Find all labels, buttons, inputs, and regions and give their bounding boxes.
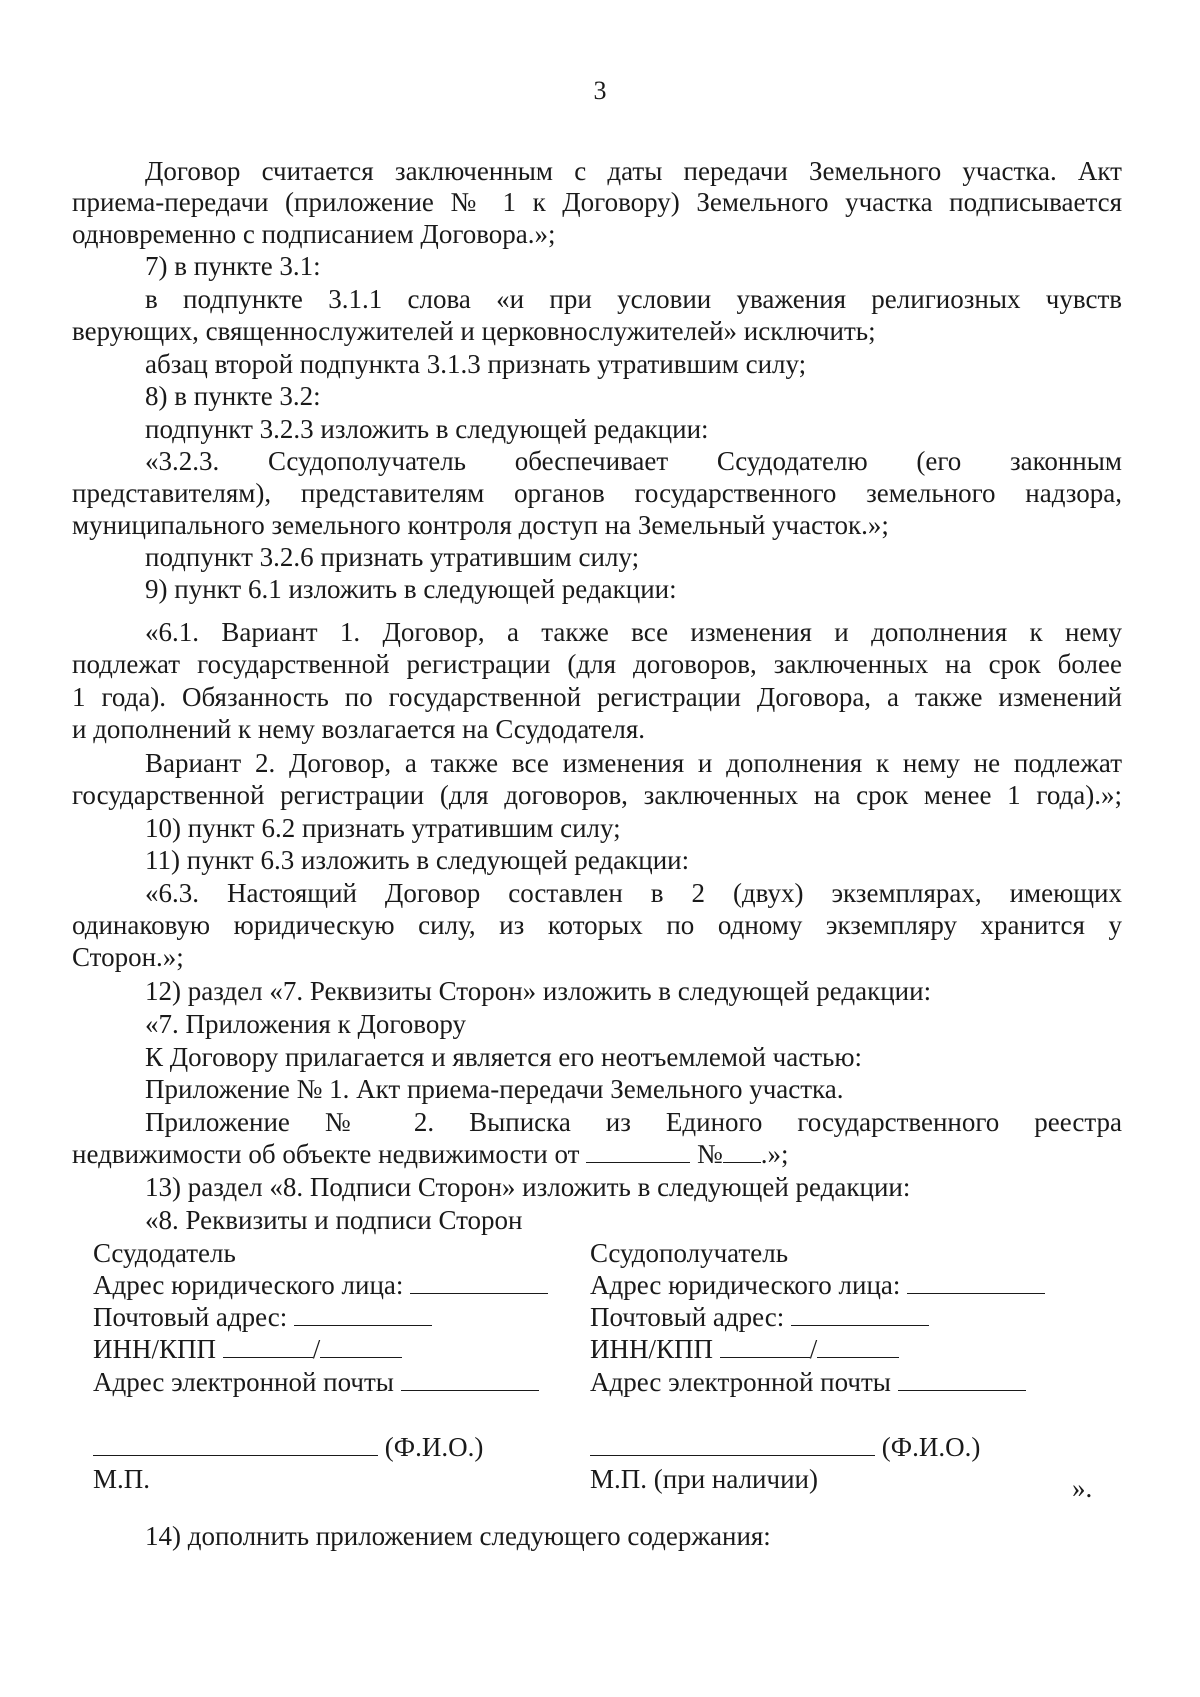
borrower-signature-row (590, 1431, 980, 1463)
paragraph-line: подпункт 3.2.3 изложить в следующей редакции: (145, 414, 709, 444)
borrower-legal-address-row (590, 1269, 1045, 1301)
paragraph-line: 11) пункт 6.3 изложить в следующей редакции: (145, 845, 690, 875)
postal-address-label: Почтовый адрес: (93, 1302, 288, 1332)
paragraph-line: одинаковую юридическую силу, из которых по одному экземпляру хранится у (72, 910, 1122, 940)
lender-inn-kpp-row (93, 1333, 402, 1365)
lender-signature-row (93, 1431, 483, 1463)
paragraph-line: и дополнений к нему возлагается на Ссудодателя. (72, 714, 646, 744)
inn-kpp-label: ИНН/КПП (590, 1334, 714, 1364)
paragraph-line: 1 года). Обязанность по государственной регистрации Договора, а также изменений (72, 682, 1122, 712)
fio-label: (Ф.И.О.) (881, 1432, 981, 1462)
inn-kpp-label: ИНН/КПП (93, 1334, 217, 1364)
signature-blank (590, 1433, 875, 1456)
email-blank (898, 1368, 1026, 1391)
paragraph-line (72, 1138, 1122, 1170)
legal-address-blank (907, 1271, 1045, 1294)
postal-address-label: Почтовый адрес: (590, 1302, 785, 1332)
borrower-postal-address-row (590, 1301, 929, 1333)
lender-role: Ссудодатель (93, 1238, 236, 1268)
paragraph-line: «6.1. Вариант 1. Договор, а также все изменения и дополнения к нему (145, 617, 1122, 647)
lender-stamp: М.П. (93, 1464, 151, 1494)
paragraph-line: 9) пункт 6.1 изложить в следующей редакции: (145, 574, 677, 604)
paragraph-line: 7) в пункте 3.1: (145, 251, 321, 281)
number-blank (723, 1140, 761, 1163)
paragraph-line: верующих, священнослужителей и церковнослужителей» исключить; (72, 316, 876, 346)
kpp-blank (320, 1335, 402, 1358)
paragraph-line: «8. Реквизиты и подписи Сторон (145, 1205, 523, 1235)
paragraph-line: «7. Приложения к Договору (145, 1009, 466, 1039)
inn-blank (720, 1335, 810, 1358)
borrower-inn-kpp-row (590, 1333, 899, 1365)
paragraph-line: в подпункте 3.1.1 слова «и при условии уважения религиозных чувств (145, 284, 1122, 314)
email-label: Адрес электронной почты (590, 1367, 891, 1397)
lender-postal-address-row (93, 1301, 432, 1333)
paragraph-line: 14) дополнить приложением следующего содержания: (145, 1521, 771, 1551)
fio-label: (Ф.И.О.) (384, 1432, 484, 1462)
extract-reference-text: недвижимости об объекте недвижимости от (72, 1139, 580, 1169)
line-end: .»; (760, 1139, 789, 1169)
legal-address-blank (410, 1271, 548, 1294)
paragraph-line: подпункт 3.2.6 признать утратившим силу; (145, 542, 640, 572)
paragraph-line: представителям), представителям органов государственного земельного надзора, (72, 478, 1122, 508)
kpp-blank (817, 1335, 899, 1358)
paragraph-line: 13) раздел «8. Подписи Сторон» изложить в следующей редакции: (145, 1172, 911, 1202)
paragraph-line: Приложение № 1. Акт приема-передачи Земельного участка. (145, 1074, 844, 1104)
email-label: Адрес электронной почты (93, 1367, 394, 1397)
borrower-role: Ссудополучатель (590, 1238, 789, 1268)
closing-quote: ». (1072, 1473, 1093, 1503)
date-blank (586, 1140, 690, 1163)
paragraph-line: 10) пункт 6.2 признать утратившим силу; (145, 813, 621, 843)
paragraph-line: Вариант 2. Договор, а также все изменения и дополнения к нему не подлежат (145, 748, 1122, 778)
paragraph-line: К Договору прилагается и является его неотъемлемой частью: (145, 1042, 863, 1072)
paragraph-line: одновременно с подписанием Договора.»; (72, 219, 556, 249)
paragraph-line: «6.3. Настоящий Договор составлен в 2 (двух) экземплярах, имеющих (145, 878, 1122, 908)
paragraph-line: 12) раздел «7. Реквизиты Сторон» изложить в следующей редакции: (145, 976, 932, 1006)
borrower-email-row (590, 1366, 1026, 1398)
slash: / (809, 1334, 818, 1364)
paragraph-line: Приложение № 2. Выписка из Единого государственного реестра (145, 1107, 1122, 1137)
slash: / (312, 1334, 321, 1364)
paragraph-line: подлежат государственной регистрации (для договоров, заключенных на срок более (72, 649, 1122, 679)
paragraph-line: 8) в пункте 3.2: (145, 381, 321, 411)
lender-email-row (93, 1366, 539, 1398)
legal-address-label: Адрес юридического лица: (93, 1270, 404, 1300)
paragraph-line: муниципального земельного контроля доступ на Земельный участок.»; (72, 510, 889, 540)
signature-blank (93, 1433, 378, 1456)
postal-address-blank (791, 1303, 929, 1326)
paragraph-line: Договор считается заключенным с даты передачи Земельного участка. Акт (145, 156, 1122, 186)
paragraph-line: абзац второй подпункта 3.1.3 признать утратившим силу; (145, 349, 807, 379)
paragraph-line: государственной регистрации (для договоров, заключенных на срок менее 1 года).»; (72, 780, 1122, 810)
inn-blank (223, 1335, 313, 1358)
paragraph-line: приема-передачи (приложение № 1 к Договору) Земельного участка подписывается (72, 187, 1122, 217)
email-blank (401, 1368, 539, 1391)
paragraph-line: «3.2.3. Ссудополучатель обеспечивает Ссудодателю (его законным (145, 446, 1122, 476)
borrower-stamp: М.П. (при наличии) (590, 1464, 818, 1494)
paragraph-line: Сторон.»; (72, 942, 184, 972)
lender-legal-address-row (93, 1269, 548, 1301)
legal-address-label: Адрес юридического лица: (590, 1270, 901, 1300)
number-sign: № (696, 1139, 723, 1169)
page-number: 3 (593, 76, 607, 105)
postal-address-blank (294, 1303, 432, 1326)
